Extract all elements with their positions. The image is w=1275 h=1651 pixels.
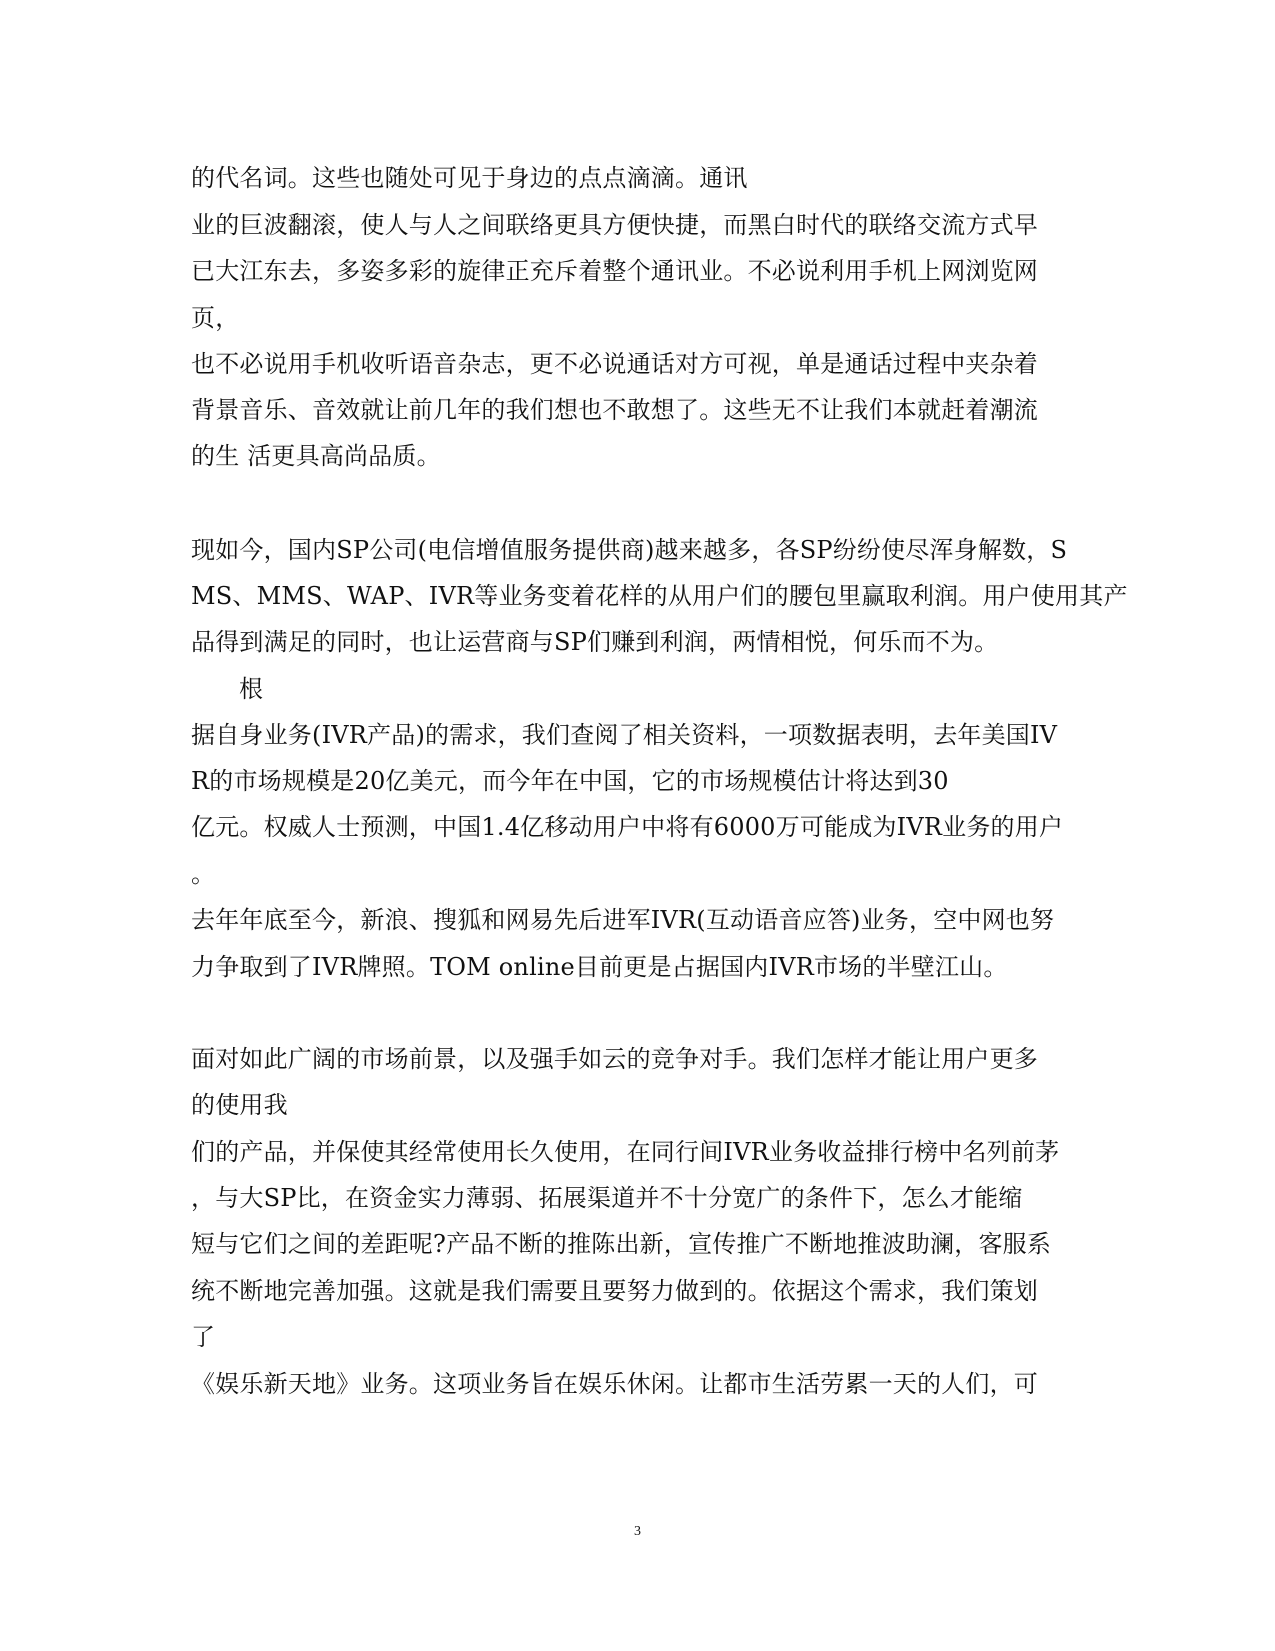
text-line: 据自身业务(IVR产品)的需求，我们查阅了相关资料，一项数据表明，去年美国IV (191, 721, 1058, 749)
page-number: 3 (634, 1524, 641, 1539)
text-line: 力争取到了IVR牌照。TOM online目前更是占据国内IVR市场的半壁江山。 (191, 953, 1008, 981)
text-line: 根 (239, 675, 264, 703)
text-line: 短与它们之间的差距呢?产品不断的推陈出新，宣传推广不断地推波助澜，客服系 (191, 1230, 1052, 1258)
text-line: 的生 活更具高尚品质。 (191, 442, 441, 470)
text-line: 的使用我 (191, 1091, 288, 1119)
text-line: 面对如此广阔的市场前景，以及强手如云的竞争对手。我们怎样才能让用户更多 (191, 1045, 1038, 1073)
text-line: 了 (191, 1323, 216, 1351)
text-line: 们的产品，并保使其经常使用长久使用，在同行间IVR业务收益排行榜中名列前茅 (191, 1138, 1060, 1166)
text-line: 页， (191, 304, 240, 332)
text-line: 统不断地完善加强。这就是我们需要且要努力做到的。依据这个需求，我们策划 (191, 1277, 1038, 1305)
text-line: 去年年底至今，新浪、搜狐和网易先后进军IVR(互动语音应答)业务，空中网也努 (191, 906, 1055, 934)
text-line: R的市场规模是20亿美元，而今年在中国，它的市场规模估计将达到30 (191, 767, 949, 795)
text-line: 品得到满足的同时，也让运营商与SP们赚到利润，两情相悦，何乐而不为。 (191, 628, 999, 656)
text-line: 业的巨波翻滚，使人与人之间联络更具方便快捷，而黑白时代的联络交流方式早 (191, 211, 1038, 239)
text-line: 。 (191, 860, 216, 888)
text-line: 也不必说用手机收听语音杂志，更不必说通话对方可视，单是通话过程中夹杂着 (191, 350, 1038, 378)
text-line: 背景音乐、音效就让前几年的我们想也不敢想了。这些无不让我们本就赶着潮流 (191, 396, 1038, 424)
text-line: MS、MMS、WAP、IVR等业务变着花样的从用户们的腰包里赢取利润。用户使用其产 (191, 582, 1128, 610)
text-line: ，与大SP比，在资金实力薄弱、拓展渠道并不十分宽广的条件下，怎么才能缩 (191, 1184, 1023, 1212)
text-line: 的代名词。这些也随处可见于身边的点点滴滴。通讯 (191, 164, 748, 192)
text-line: 亿元。权威人士预测，中国1.4亿移动用户中将有6000万可能成为IVR业务的用户 (191, 813, 1064, 841)
text-line: 《娱乐新天地》业务。这项业务旨在娱乐休闲。让都市生活劳累一天的人们，可 (191, 1370, 1038, 1398)
text-line: 现如今，国内SP公司(电信增值服务提供商)越来越多，各SP纷纷使尽浑身解数，S (191, 536, 1068, 564)
text-line: 已大江东去，多姿多彩的旋律正充斥着整个通讯业。不必说利用手机上网浏览网 (191, 257, 1038, 285)
